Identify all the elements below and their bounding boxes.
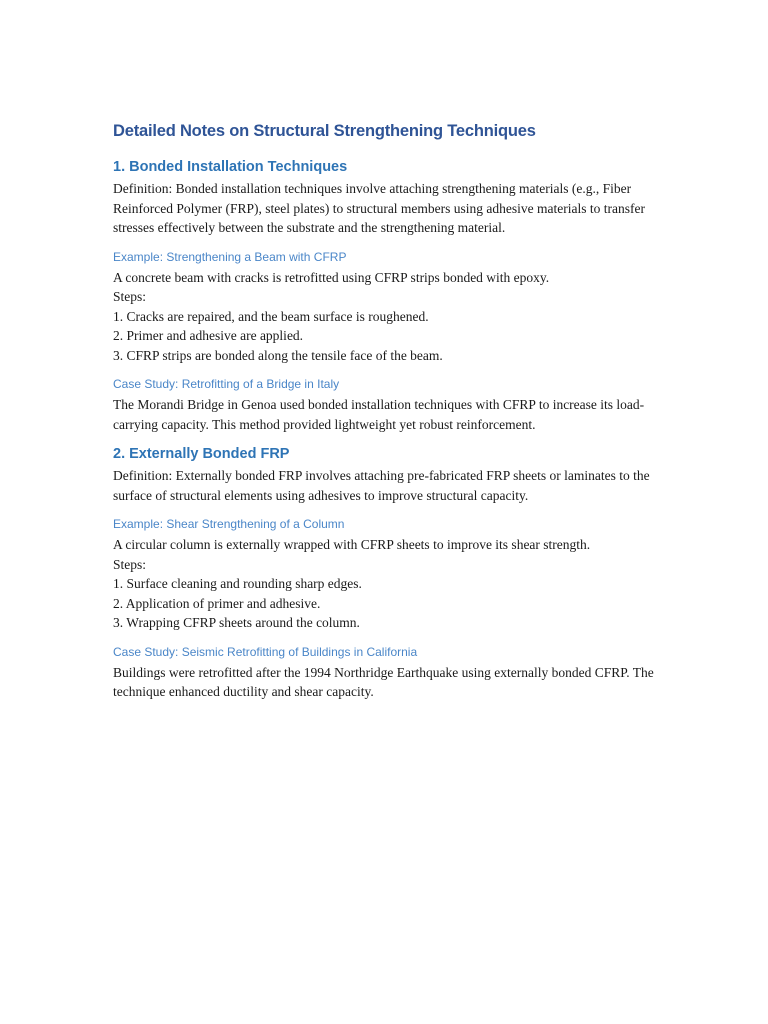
case-study-text: Buildings were retrofitted after the 1994 Northridge Earthquake using externally bonded CFRP. The technique enhanced ductility and shear capacity. bbox=[113, 664, 654, 699]
case-study-heading: Case Study: Seismic Retrofitting of Buildings in California bbox=[113, 644, 418, 659]
example-body bbox=[113, 535, 658, 633]
document-title: Detailed Notes on Structural Strengthening Techniques bbox=[113, 122, 536, 140]
example-heading: Example: Strengthening a Beam with CFRP bbox=[113, 249, 347, 264]
case-study-heading: Case Study: Retrofitting of a Bridge in Italy bbox=[113, 377, 340, 391]
example-line: A circular column is externally wrapped with CFRP sheets to improve its shear strength. bbox=[113, 537, 591, 552]
step-item: 1. Surface cleaning and rounding sharp edges. bbox=[113, 576, 362, 591]
steps-label: Steps: bbox=[113, 556, 147, 572]
section-definition: Definition: Externally bonded FRP involves attaching pre-fabricated FRP sheets or laminates to the surface of structural elements using adhesives to improve structural capacity. bbox=[113, 468, 650, 503]
section-externally-bonded-frp bbox=[113, 446, 658, 702]
section-bonded-installation bbox=[113, 159, 658, 434]
step-item: 2. Primer and adhesive are applied. bbox=[113, 328, 304, 343]
section-heading: 2. Externally Bonded FRP bbox=[113, 446, 290, 462]
step-item: 2. Application of primer and adhesive. bbox=[113, 595, 321, 611]
step-item: 3. Wrapping CFRP sheets around the column. bbox=[113, 615, 360, 630]
example-body bbox=[113, 268, 658, 366]
document-content bbox=[113, 122, 658, 714]
step-item: 3. CFRP strips are bonded along the tensile face of the beam. bbox=[113, 347, 443, 363]
steps-label: Steps: bbox=[113, 289, 147, 304]
section-heading: 1. Bonded Installation Techniques bbox=[113, 159, 348, 175]
case-study-text: The Morandi Bridge in Genoa used bonded installation techniques with CFRP to increase its load-carrying capacity. This method provided lightweight yet robust reinforcement. bbox=[113, 397, 645, 432]
step-item: 1. Cracks are repaired, and the beam surface is roughened. bbox=[113, 308, 429, 324]
example-line: A concrete beam with cracks is retrofitted using CFRP strips bonded with epoxy. bbox=[113, 269, 550, 285]
example-heading: Example: Shear Strengthening of a Column bbox=[113, 517, 345, 531]
section-definition: Definition: Bonded installation techniques involve attaching strengthening materials (e.g., Fiber Reinforced Polymer (FRP), steel plates) to structural members using adhesive materials to transfer stresses effectively between the substrate and the strengthening material. bbox=[113, 181, 645, 235]
